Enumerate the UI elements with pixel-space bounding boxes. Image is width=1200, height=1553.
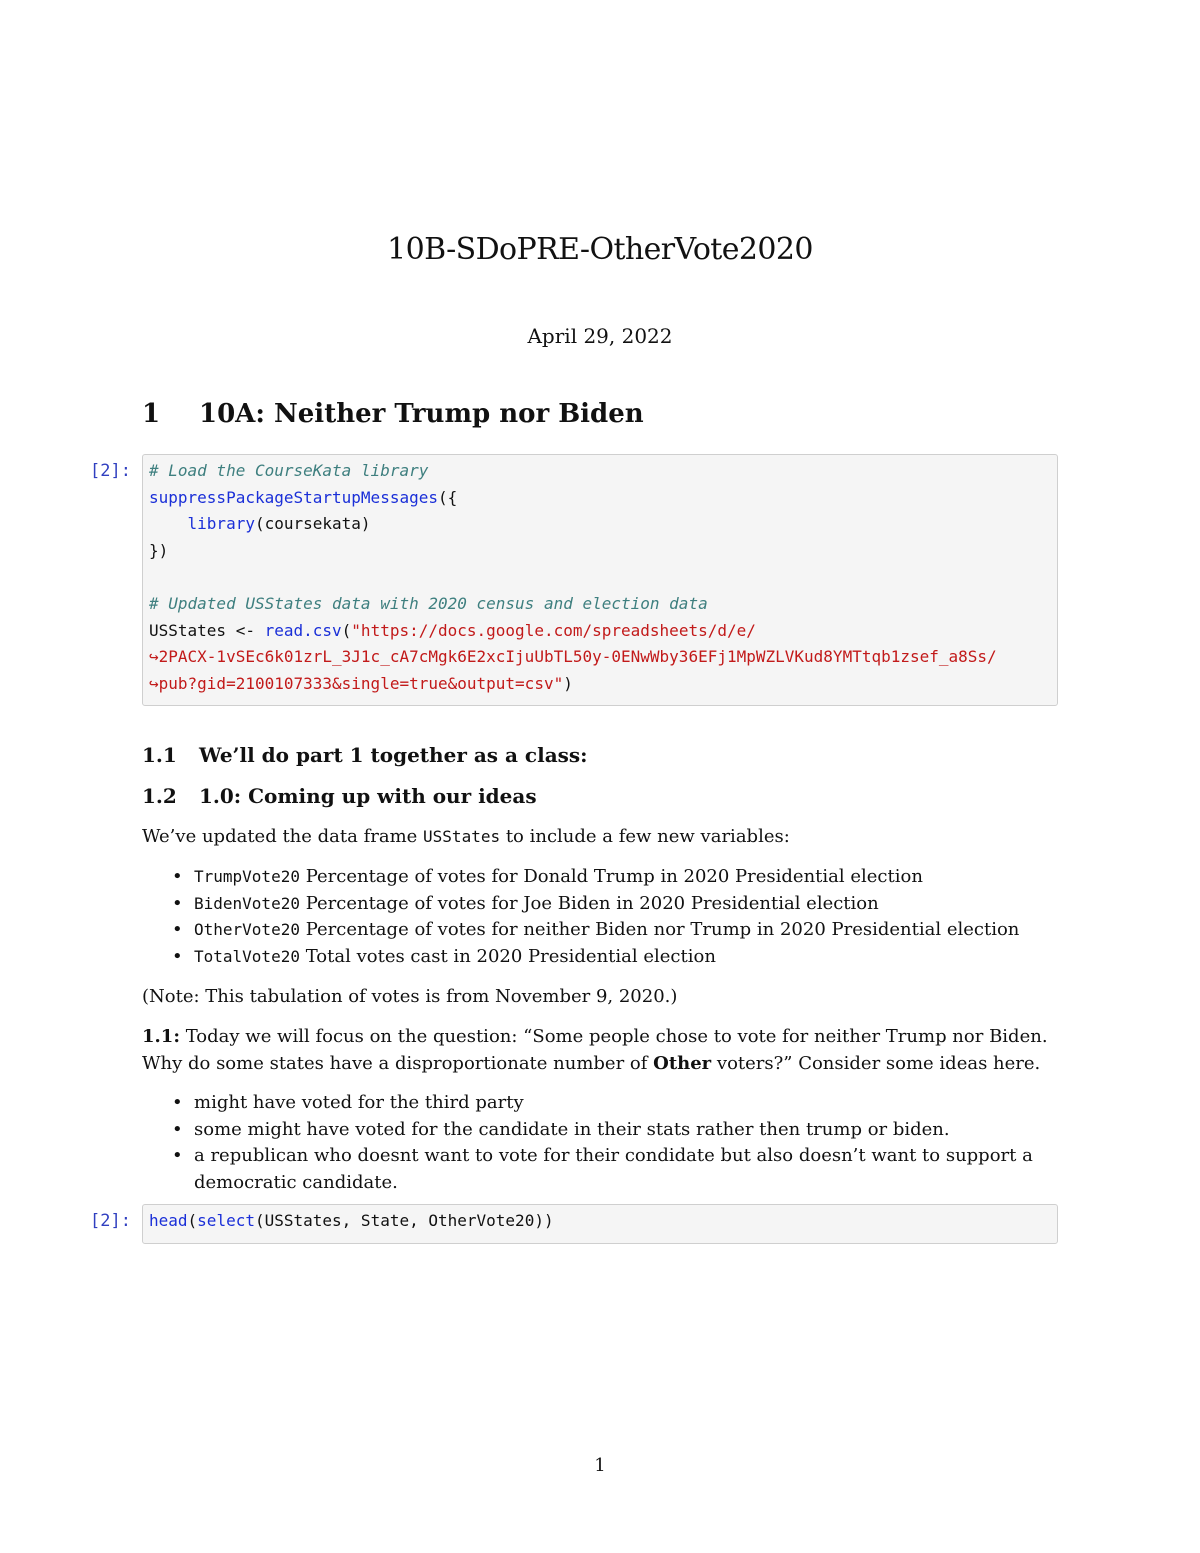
- question-bold: Other: [653, 1052, 712, 1074]
- question-text: Today we will focus on the question: “Some people chose to vote for neither Trump nor Biden.: [179, 1026, 1048, 1047]
- question-paragraph: [142, 1024, 1072, 1077]
- page-number: 1: [594, 1455, 606, 1476]
- cell-prompt: [2]:: [90, 1211, 131, 1231]
- section-title: 10A: Neither Trump nor Biden: [199, 399, 644, 429]
- code-function: head: [149, 1211, 188, 1230]
- question-text: voters?” Consider some ideas here.: [711, 1052, 1041, 1074]
- question-label: 1.1:: [142, 1026, 180, 1047]
- code-text: }): [149, 540, 169, 560]
- code-text: USStates <-: [149, 620, 265, 640]
- code-text: ({: [437, 487, 458, 507]
- inline-code: OtherVote20: [194, 920, 300, 939]
- variable-list: [170, 864, 1070, 970]
- code-function: read.csv: [264, 620, 342, 640]
- inline-code: USStates: [423, 827, 501, 846]
- list-item: [170, 917, 1070, 944]
- document-date: April 29, 2022: [527, 324, 673, 348]
- inline-code: TotalVote20: [194, 946, 300, 966]
- subsection-heading: [142, 783, 537, 809]
- section-heading: [142, 397, 644, 431]
- code-block: [149, 458, 997, 697]
- list-item-text: Total votes cast in 2020 Presidential election: [299, 945, 716, 967]
- code-string: "https://docs.google.com/spreadsheets/d/e/: [351, 620, 756, 640]
- intro-text: We’ve updated the data frame: [142, 826, 424, 847]
- list-item: • might have voted for the third party: [170, 1090, 1070, 1117]
- code-text: (: [341, 620, 352, 640]
- code-text: (: [187, 1211, 198, 1230]
- list-item: [170, 944, 1070, 971]
- section-number: 1: [142, 399, 161, 429]
- subsection-title: 1.0: Coming up with our ideas: [199, 784, 537, 808]
- code-comment: # Updated USStates data with 2020 census and election data: [149, 593, 708, 613]
- list-item-text: Percentage of votes for Joe Biden in 2020 Presidential election: [299, 892, 879, 914]
- intro-text: to include a few new variables:: [500, 826, 790, 847]
- code-text: (USStates, State, OtherVote20)): [254, 1211, 554, 1230]
- list-item-text: Percentage of votes for neither Biden nor Trump in 2020 Presidential election: [299, 919, 1020, 940]
- subsection-title: We’ll do part 1 together as a class:: [199, 743, 588, 767]
- cell-prompt: [2]:: [90, 461, 131, 481]
- list-item: • a republican who doesnt want to vote for their condidate but also doesn’t want to support a democratic candidate.: [170, 1143, 1070, 1196]
- code-text: ): [563, 673, 573, 693]
- question-text: Why do some states have a disproportionate number of: [142, 1052, 654, 1074]
- code-string: ↪2PACX-1vSEc6k01zrL_3J1c_cA7cMgk6E2xcIjuUbTL50y-0ENwWby36EFj1MpWZLVKud8YMTtqb1zsef_a8Ss/: [149, 647, 997, 667]
- list-item-text: Percentage of votes for Donald Trump in 2020 Presidential election: [299, 866, 923, 887]
- list-item: • some might have voted for the candidate in their stats rather then trump or biden.: [170, 1117, 1070, 1144]
- code-string: ↪pub?gid=2100107333&single=true&output=csv": [149, 673, 564, 693]
- list-item: [170, 864, 1070, 891]
- subsection-number: 1.1: [142, 743, 177, 767]
- code-function: suppressPackageStartupMessages: [149, 487, 438, 507]
- note-paragraph: (Note: This tabulation of votes is from November 9, 2020.): [142, 986, 678, 1007]
- document-title: 10B-SDoPRE-OtherVote2020: [387, 232, 813, 267]
- list-item: [170, 891, 1070, 918]
- code-text: (coursekata): [254, 514, 371, 534]
- subsection-number: 1.2: [142, 784, 177, 808]
- intro-paragraph: [142, 824, 1072, 851]
- ideas-list: [170, 1090, 1070, 1196]
- code-comment: # Load the CourseKata library: [149, 461, 429, 480]
- code-function: library: [187, 514, 255, 534]
- inline-code: TrumpVote20: [194, 867, 300, 886]
- subsection-heading: [142, 742, 588, 768]
- code-block: [149, 1208, 554, 1235]
- code-indent: [149, 514, 188, 533]
- inline-code: BidenVote20: [194, 893, 300, 913]
- code-function: select: [197, 1211, 255, 1230]
